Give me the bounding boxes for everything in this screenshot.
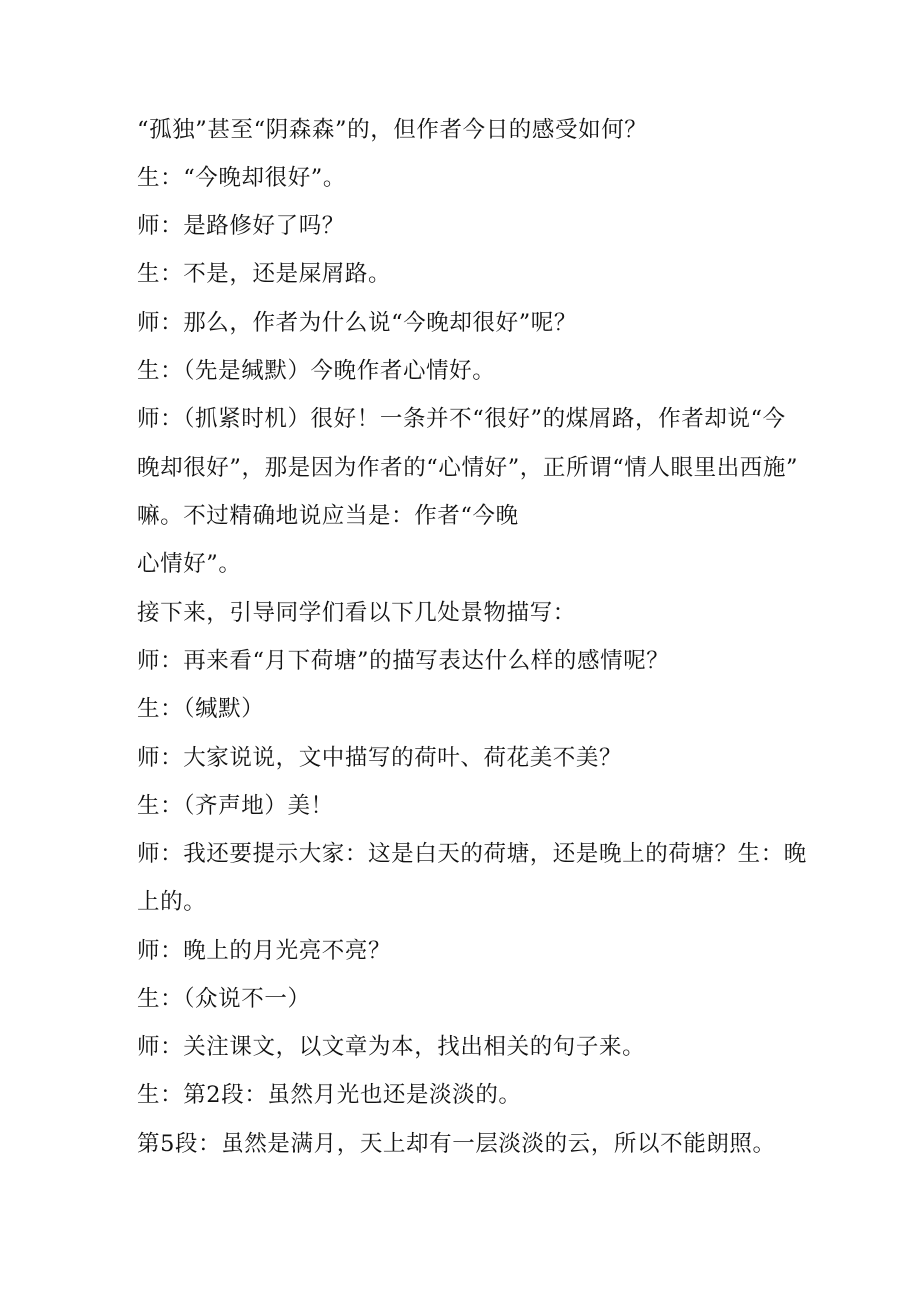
- text-line: 师：关注课文，以文章为本，找出相关的句子来。: [137, 1034, 646, 1060]
- text-line: 嘛。不过精确地说应当是：作者“今晚: [137, 503, 519, 529]
- text-line: 生：（众说不一）: [137, 986, 311, 1012]
- text-line: 生：不是，还是屎屑路。: [137, 261, 392, 287]
- text-line: 第5段：虽然是满月，天上却有一层淡淡的云，所以不能朗照。: [137, 1131, 776, 1157]
- text-line: 生：第2段：虽然月光也还是淡淡的。: [137, 1082, 522, 1108]
- text-line: 生：“今晚却很好”。: [137, 165, 347, 191]
- text-line: 晚却很好”，那是因为作者的“心情好”，正所谓“情人眼里出西施”: [137, 455, 799, 481]
- text-line: 生：（缄默）: [137, 696, 265, 722]
- text-line: 师：那么，作者为什么说“今晚却很好”呢？: [137, 310, 578, 336]
- text-line: 师：是路修好了吗？: [137, 213, 345, 239]
- text-line: 生：（齐声地）美！: [137, 793, 334, 819]
- text-line: 师：大家说说，文中描写的荷叶、荷花美不美？: [137, 745, 623, 771]
- text-line: 接下来，引导同学们看以下几处景物描写：: [137, 600, 576, 626]
- text-line: “孤独”甚至“阴森森”的，但作者今日的感受如何？: [137, 117, 648, 143]
- text-line: 师：再来看“月下荷塘”的描写表达什么样的感情呢？: [137, 648, 670, 674]
- text-line: 师：晚上的月光亮不亮？: [137, 938, 392, 964]
- text-line: 师：我还要提示大家：这是白天的荷塘，还是晚上的荷塘？生：晚: [137, 841, 807, 867]
- text-line: 师：（抓紧时机）很好！一条并不“很好”的煤屑路，作者却说“今: [137, 406, 786, 432]
- text-line: 生：（先是缄默）今晚作者心情好。: [137, 358, 496, 384]
- text-line: 上的。: [137, 889, 207, 915]
- text-line: 心情好”。: [137, 551, 242, 577]
